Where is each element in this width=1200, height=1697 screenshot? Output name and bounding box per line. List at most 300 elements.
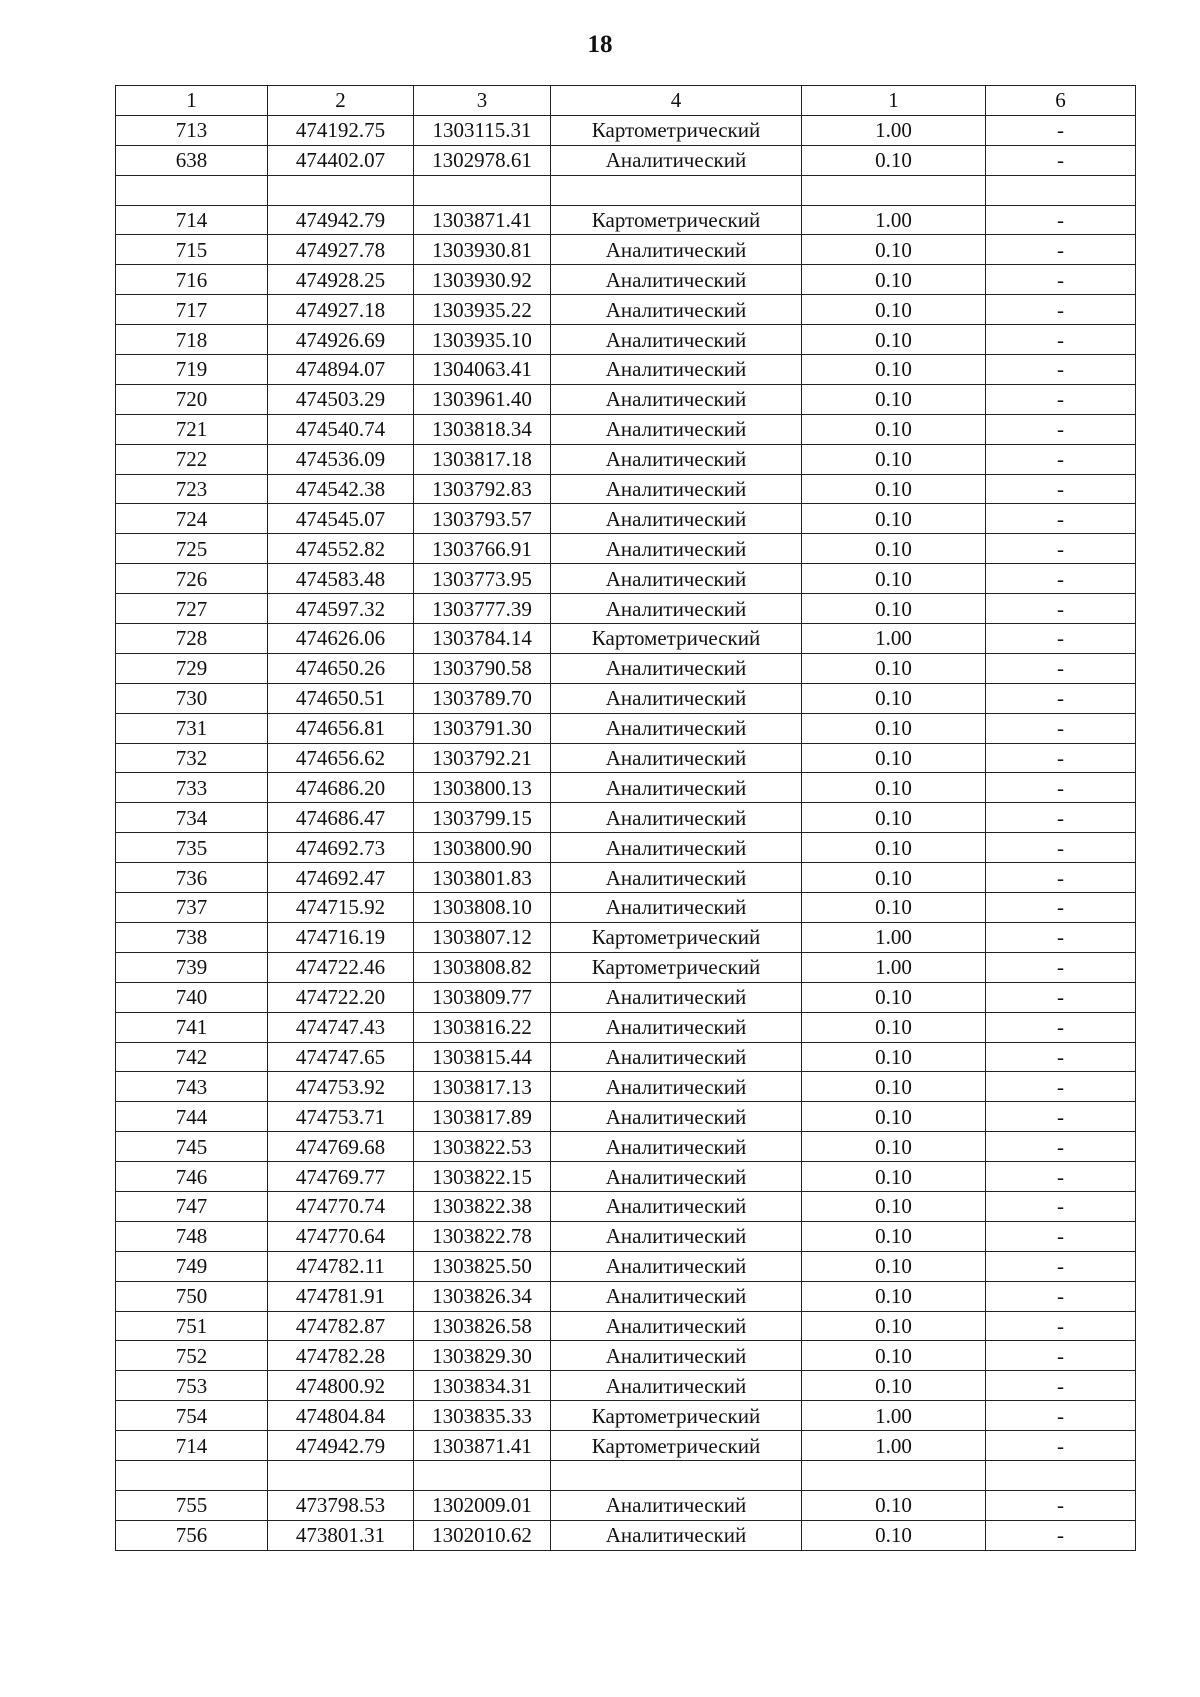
table-row bbox=[116, 205, 1136, 235]
cell-method: Аналитический bbox=[551, 355, 802, 385]
table-row bbox=[116, 1311, 1136, 1341]
cell-coord-x: 474747.65 bbox=[268, 1042, 414, 1072]
cell-note: - bbox=[986, 863, 1136, 893]
table-row bbox=[116, 235, 1136, 265]
cell-coord-x: 474545.07 bbox=[268, 504, 414, 534]
cell-note: - bbox=[986, 265, 1136, 295]
table-header-row bbox=[116, 86, 1136, 116]
cell-note: - bbox=[986, 1520, 1136, 1550]
cell-method: Аналитический bbox=[551, 564, 802, 594]
cell-point-number bbox=[116, 175, 268, 205]
cell-note: - bbox=[986, 355, 1136, 385]
cell-point-number bbox=[116, 1460, 268, 1490]
table-row bbox=[116, 384, 1136, 414]
cell-coord-x: 474626.06 bbox=[268, 624, 414, 654]
cell-coord-y: 1303834.31 bbox=[414, 1371, 551, 1401]
cell-method: Аналитический bbox=[551, 235, 802, 265]
cell-method: Аналитический bbox=[551, 683, 802, 713]
cell-note: - bbox=[986, 803, 1136, 833]
cell-point-number: 721 bbox=[116, 414, 268, 444]
cell-coord-y: 1303784.14 bbox=[414, 624, 551, 654]
table-row bbox=[116, 1102, 1136, 1132]
cell-coord-x: 474722.46 bbox=[268, 952, 414, 982]
cell-note: - bbox=[986, 414, 1136, 444]
cell-note: - bbox=[986, 773, 1136, 803]
cell-accuracy: 1.00 bbox=[802, 205, 986, 235]
table-row bbox=[116, 1162, 1136, 1192]
cell-coord-x: 474894.07 bbox=[268, 355, 414, 385]
cell-point-number: 736 bbox=[116, 863, 268, 893]
cell-method: Аналитический bbox=[551, 145, 802, 175]
cell-coord-x: 474402.07 bbox=[268, 145, 414, 175]
cell-method: Аналитический bbox=[551, 384, 802, 414]
cell-accuracy: 0.10 bbox=[802, 295, 986, 325]
cell-coord-x: 474770.74 bbox=[268, 1191, 414, 1221]
cell-method: Аналитический bbox=[551, 982, 802, 1012]
cell-method: Аналитический bbox=[551, 803, 802, 833]
cell-coord-y: 1303777.39 bbox=[414, 594, 551, 624]
cell-point-number: 724 bbox=[116, 504, 268, 534]
column-header: 2 bbox=[268, 86, 414, 116]
cell-note: - bbox=[986, 235, 1136, 265]
cell-coord-y: 1302010.62 bbox=[414, 1520, 551, 1550]
cell-point-number: 638 bbox=[116, 145, 268, 175]
table-row bbox=[116, 1221, 1136, 1251]
cell-coord-x: 474781.91 bbox=[268, 1281, 414, 1311]
cell-accuracy: 1.00 bbox=[802, 1431, 986, 1461]
cell-coord-x: 474753.92 bbox=[268, 1072, 414, 1102]
cell-point-number: 718 bbox=[116, 325, 268, 355]
cell-accuracy: 0.10 bbox=[802, 414, 986, 444]
cell-coord-x: 474782.87 bbox=[268, 1311, 414, 1341]
cell-point-number: 751 bbox=[116, 1311, 268, 1341]
table-row bbox=[116, 863, 1136, 893]
cell-point-number: 756 bbox=[116, 1520, 268, 1550]
cell-note: - bbox=[986, 952, 1136, 982]
table-row bbox=[116, 145, 1136, 175]
cell-coord-y: 1303822.38 bbox=[414, 1191, 551, 1221]
cell-point-number: 748 bbox=[116, 1221, 268, 1251]
cell-coord-x: 474747.43 bbox=[268, 1012, 414, 1042]
cell-point-number: 729 bbox=[116, 653, 268, 683]
page-number: 18 bbox=[587, 31, 613, 58]
cell-note: - bbox=[986, 1102, 1136, 1132]
cell-coord-x: 474686.20 bbox=[268, 773, 414, 803]
cell-coord-y: 1303822.78 bbox=[414, 1221, 551, 1251]
table-row bbox=[116, 1072, 1136, 1102]
cell-method: Аналитический bbox=[551, 414, 802, 444]
cell-coord-x: 474192.75 bbox=[268, 115, 414, 145]
cell-note: - bbox=[986, 922, 1136, 952]
cell-method: Аналитический bbox=[551, 833, 802, 863]
cell-accuracy: 0.10 bbox=[802, 1191, 986, 1221]
table-body bbox=[116, 86, 1136, 1551]
table-row bbox=[116, 1490, 1136, 1520]
cell-note: - bbox=[986, 325, 1136, 355]
cell-coord-y: 1303800.13 bbox=[414, 773, 551, 803]
cell-point-number: 727 bbox=[116, 594, 268, 624]
cell-coord-x: 474650.26 bbox=[268, 653, 414, 683]
cell-method: Аналитический bbox=[551, 474, 802, 504]
cell-point-number: 739 bbox=[116, 952, 268, 982]
cell-coord-x: 474686.47 bbox=[268, 803, 414, 833]
cell-note: - bbox=[986, 1371, 1136, 1401]
cell-accuracy: 0.10 bbox=[802, 683, 986, 713]
cell-method: Картометрический bbox=[551, 952, 802, 982]
cell-coord-x: 474692.47 bbox=[268, 863, 414, 893]
cell-note: - bbox=[986, 683, 1136, 713]
cell-coord-y: 1303793.57 bbox=[414, 504, 551, 534]
cell-accuracy: 0.10 bbox=[802, 355, 986, 385]
cell-method: Аналитический bbox=[551, 1132, 802, 1162]
cell-coord-x: 474552.82 bbox=[268, 534, 414, 564]
cell-coord-y: 1303809.77 bbox=[414, 982, 551, 1012]
cell-coord-x: 474928.25 bbox=[268, 265, 414, 295]
cell-coord-x: 474769.77 bbox=[268, 1162, 414, 1192]
cell-method: Картометрический bbox=[551, 115, 802, 145]
cell-coord-x: 474769.68 bbox=[268, 1132, 414, 1162]
cell-coord-y: 1303871.41 bbox=[414, 1431, 551, 1461]
cell-method: Аналитический bbox=[551, 743, 802, 773]
cell-accuracy: 0.10 bbox=[802, 444, 986, 474]
cell-coord-x: 474927.78 bbox=[268, 235, 414, 265]
cell-note: - bbox=[986, 713, 1136, 743]
cell-point-number: 716 bbox=[116, 265, 268, 295]
cell-method: Аналитический bbox=[551, 863, 802, 893]
cell-method: Аналитический bbox=[551, 1012, 802, 1042]
cell-coord-y: 1302978.61 bbox=[414, 145, 551, 175]
cell-accuracy: 0.10 bbox=[802, 325, 986, 355]
table-row bbox=[116, 1132, 1136, 1162]
table-row bbox=[116, 1431, 1136, 1461]
cell-accuracy: 0.10 bbox=[802, 235, 986, 265]
table-row bbox=[116, 355, 1136, 385]
cell-coord-x: 474722.20 bbox=[268, 982, 414, 1012]
cell-point-number: 746 bbox=[116, 1162, 268, 1192]
cell-point-number: 732 bbox=[116, 743, 268, 773]
cell-method: Аналитический bbox=[551, 325, 802, 355]
cell-point-number: 755 bbox=[116, 1490, 268, 1520]
cell-point-number: 715 bbox=[116, 235, 268, 265]
cell-coord-y bbox=[414, 175, 551, 205]
column-header: 4 bbox=[551, 86, 802, 116]
table-row bbox=[116, 982, 1136, 1012]
cell-point-number: 745 bbox=[116, 1132, 268, 1162]
cell-note: - bbox=[986, 1072, 1136, 1102]
cell-coord-x: 474656.81 bbox=[268, 713, 414, 743]
cell-method: Аналитический bbox=[551, 893, 802, 923]
cell-note bbox=[986, 175, 1136, 205]
table-row bbox=[116, 594, 1136, 624]
cell-coord-y: 1303800.90 bbox=[414, 833, 551, 863]
cell-accuracy: 0.10 bbox=[802, 1102, 986, 1132]
cell-coord-y: 1303935.10 bbox=[414, 325, 551, 355]
cell-point-number: 738 bbox=[116, 922, 268, 952]
cell-coord-x: 474716.19 bbox=[268, 922, 414, 952]
cell-accuracy: 0.10 bbox=[802, 1371, 986, 1401]
cell-note: - bbox=[986, 205, 1136, 235]
cell-point-number: 730 bbox=[116, 683, 268, 713]
cell-note: - bbox=[986, 1490, 1136, 1520]
cell-coord-x: 474804.84 bbox=[268, 1401, 414, 1431]
table-row bbox=[116, 1042, 1136, 1072]
cell-coord-y: 1303822.53 bbox=[414, 1132, 551, 1162]
cell-method: Аналитический bbox=[551, 295, 802, 325]
cell-method: Аналитический bbox=[551, 1520, 802, 1550]
cell-point-number: 717 bbox=[116, 295, 268, 325]
cell-accuracy: 0.10 bbox=[802, 265, 986, 295]
table-row bbox=[116, 803, 1136, 833]
cell-accuracy: 0.10 bbox=[802, 982, 986, 1012]
cell-point-number: 734 bbox=[116, 803, 268, 833]
table-row bbox=[116, 922, 1136, 952]
table-row bbox=[116, 743, 1136, 773]
table-row bbox=[116, 265, 1136, 295]
cell-method: Аналитический bbox=[551, 1102, 802, 1132]
cell-point-number: 752 bbox=[116, 1341, 268, 1371]
cell-coord-x: 473798.53 bbox=[268, 1490, 414, 1520]
cell-accuracy: 0.10 bbox=[802, 474, 986, 504]
cell-method: Картометрический bbox=[551, 922, 802, 952]
cell-point-number: 735 bbox=[116, 833, 268, 863]
cell-coord-y: 1303789.70 bbox=[414, 683, 551, 713]
cell-note: - bbox=[986, 594, 1136, 624]
cell-note: - bbox=[986, 1132, 1136, 1162]
cell-method: Аналитический bbox=[551, 1191, 802, 1221]
cell-note: - bbox=[986, 1251, 1136, 1281]
column-header: 3 bbox=[414, 86, 551, 116]
cell-note: - bbox=[986, 1401, 1136, 1431]
cell-coord-y: 1303791.30 bbox=[414, 713, 551, 743]
cell-note: - bbox=[986, 295, 1136, 325]
table-row bbox=[116, 504, 1136, 534]
cell-accuracy: 0.10 bbox=[802, 1311, 986, 1341]
cell-method: Аналитический bbox=[551, 1341, 802, 1371]
cell-coord-x: 474583.48 bbox=[268, 564, 414, 594]
cell-coord-y: 1302009.01 bbox=[414, 1490, 551, 1520]
cell-coord-x: 474927.18 bbox=[268, 295, 414, 325]
cell-point-number: 749 bbox=[116, 1251, 268, 1281]
cell-accuracy: 0.10 bbox=[802, 653, 986, 683]
cell-note: - bbox=[986, 474, 1136, 504]
cell-accuracy bbox=[802, 1460, 986, 1490]
cell-accuracy: 0.10 bbox=[802, 743, 986, 773]
cell-method: Картометрический bbox=[551, 1431, 802, 1461]
cell-note: - bbox=[986, 384, 1136, 414]
cell-coord-y: 1303815.44 bbox=[414, 1042, 551, 1072]
cell-method bbox=[551, 175, 802, 205]
cell-accuracy: 0.10 bbox=[802, 145, 986, 175]
cell-accuracy: 0.10 bbox=[802, 1281, 986, 1311]
cell-coord-y bbox=[414, 1460, 551, 1490]
cell-note: - bbox=[986, 564, 1136, 594]
cell-coord-x: 474597.32 bbox=[268, 594, 414, 624]
cell-coord-y: 1303817.13 bbox=[414, 1072, 551, 1102]
cell-method bbox=[551, 1460, 802, 1490]
cell-method: Аналитический bbox=[551, 1490, 802, 1520]
cell-coord-y: 1303826.58 bbox=[414, 1311, 551, 1341]
cell-accuracy: 0.10 bbox=[802, 1341, 986, 1371]
table-row bbox=[116, 414, 1136, 444]
cell-point-number: 728 bbox=[116, 624, 268, 654]
cell-point-number: 719 bbox=[116, 355, 268, 385]
cell-method: Аналитический bbox=[551, 265, 802, 295]
cell-accuracy bbox=[802, 175, 986, 205]
column-header: 6 bbox=[986, 86, 1136, 116]
cell-method: Аналитический bbox=[551, 1371, 802, 1401]
cell-coord-x: 474503.29 bbox=[268, 384, 414, 414]
table-row bbox=[116, 1281, 1136, 1311]
cell-coord-y: 1303829.30 bbox=[414, 1341, 551, 1371]
cell-coord-y: 1303930.92 bbox=[414, 265, 551, 295]
table-row bbox=[116, 1251, 1136, 1281]
cell-point-number: 742 bbox=[116, 1042, 268, 1072]
column-header: 1 bbox=[116, 86, 268, 116]
cell-coord-x: 474942.79 bbox=[268, 1431, 414, 1461]
cell-coord-y: 1303792.21 bbox=[414, 743, 551, 773]
cell-note: - bbox=[986, 534, 1136, 564]
cell-note: - bbox=[986, 1341, 1136, 1371]
cell-coord-y: 1303822.15 bbox=[414, 1162, 551, 1192]
cell-point-number: 722 bbox=[116, 444, 268, 474]
cell-coord-x: 474540.74 bbox=[268, 414, 414, 444]
cell-accuracy: 0.10 bbox=[802, 384, 986, 414]
cell-point-number: 720 bbox=[116, 384, 268, 414]
cell-accuracy: 0.10 bbox=[802, 1042, 986, 1072]
cell-coord-y: 1303773.95 bbox=[414, 564, 551, 594]
cell-accuracy: 0.10 bbox=[802, 773, 986, 803]
cell-method: Аналитический bbox=[551, 1251, 802, 1281]
cell-accuracy: 0.10 bbox=[802, 803, 986, 833]
cell-coord-y: 1303790.58 bbox=[414, 653, 551, 683]
table-row bbox=[116, 474, 1136, 504]
cell-point-number: 733 bbox=[116, 773, 268, 803]
table-row-separator bbox=[116, 1460, 1136, 1490]
cell-method: Картометрический bbox=[551, 205, 802, 235]
cell-accuracy: 0.10 bbox=[802, 594, 986, 624]
cell-coord-y: 1303115.31 bbox=[414, 115, 551, 145]
cell-coord-y: 1303792.83 bbox=[414, 474, 551, 504]
cell-note: - bbox=[986, 893, 1136, 923]
cell-coord-y: 1303808.10 bbox=[414, 893, 551, 923]
cell-coord-x: 474782.11 bbox=[268, 1251, 414, 1281]
cell-point-number: 740 bbox=[116, 982, 268, 1012]
cell-accuracy: 0.10 bbox=[802, 1162, 986, 1192]
cell-point-number: 754 bbox=[116, 1401, 268, 1431]
cell-coord-y: 1303817.18 bbox=[414, 444, 551, 474]
cell-coord-x: 474782.28 bbox=[268, 1341, 414, 1371]
cell-point-number: 741 bbox=[116, 1012, 268, 1042]
cell-accuracy: 0.10 bbox=[802, 1520, 986, 1550]
cell-point-number: 753 bbox=[116, 1371, 268, 1401]
cell-accuracy: 0.10 bbox=[802, 893, 986, 923]
cell-method: Аналитический bbox=[551, 773, 802, 803]
cell-method: Аналитический bbox=[551, 534, 802, 564]
cell-method: Аналитический bbox=[551, 653, 802, 683]
table-row bbox=[116, 534, 1136, 564]
cell-note: - bbox=[986, 1191, 1136, 1221]
table-row bbox=[116, 1371, 1136, 1401]
cell-note: - bbox=[986, 624, 1136, 654]
cell-accuracy: 1.00 bbox=[802, 115, 986, 145]
cell-note: - bbox=[986, 653, 1136, 683]
cell-accuracy: 1.00 bbox=[802, 922, 986, 952]
table-row bbox=[116, 444, 1136, 474]
table-row bbox=[116, 1520, 1136, 1550]
cell-coord-x bbox=[268, 1460, 414, 1490]
table-row bbox=[116, 325, 1136, 355]
table-row bbox=[116, 564, 1136, 594]
cell-coord-y: 1303935.22 bbox=[414, 295, 551, 325]
cell-note: - bbox=[986, 504, 1136, 534]
cell-point-number: 747 bbox=[116, 1191, 268, 1221]
cell-method: Аналитический bbox=[551, 1311, 802, 1341]
cell-coord-y: 1303799.15 bbox=[414, 803, 551, 833]
cell-method: Аналитический bbox=[551, 1281, 802, 1311]
cell-accuracy: 0.10 bbox=[802, 534, 986, 564]
cell-accuracy: 0.10 bbox=[802, 1072, 986, 1102]
cell-accuracy: 0.10 bbox=[802, 833, 986, 863]
table-row bbox=[116, 653, 1136, 683]
cell-point-number: 737 bbox=[116, 893, 268, 923]
cell-method: Аналитический bbox=[551, 444, 802, 474]
cell-coord-x: 474650.51 bbox=[268, 683, 414, 713]
cell-note: - bbox=[986, 1042, 1136, 1072]
cell-coord-x: 474536.09 bbox=[268, 444, 414, 474]
cell-coord-x: 474926.69 bbox=[268, 325, 414, 355]
cell-accuracy: 1.00 bbox=[802, 952, 986, 982]
cell-note: - bbox=[986, 1012, 1136, 1042]
cell-coord-x: 474715.92 bbox=[268, 893, 414, 923]
cell-note: - bbox=[986, 1311, 1136, 1341]
cell-note: - bbox=[986, 1431, 1136, 1461]
cell-note: - bbox=[986, 982, 1136, 1012]
table-row bbox=[116, 683, 1136, 713]
cell-accuracy: 0.10 bbox=[802, 863, 986, 893]
cell-coord-x: 474942.79 bbox=[268, 205, 414, 235]
cell-method: Картометрический bbox=[551, 1401, 802, 1431]
cell-note: - bbox=[986, 1221, 1136, 1251]
cell-coord-y: 1304063.41 bbox=[414, 355, 551, 385]
table-row bbox=[116, 1191, 1136, 1221]
cell-point-number: 726 bbox=[116, 564, 268, 594]
table-row bbox=[116, 115, 1136, 145]
cell-coord-y: 1303808.82 bbox=[414, 952, 551, 982]
table-row bbox=[116, 1012, 1136, 1042]
cell-point-number: 713 bbox=[116, 115, 268, 145]
cell-accuracy: 1.00 bbox=[802, 1401, 986, 1431]
cell-coord-y: 1303871.41 bbox=[414, 205, 551, 235]
cell-accuracy: 0.10 bbox=[802, 504, 986, 534]
cell-note: - bbox=[986, 1281, 1136, 1311]
cell-coord-y: 1303766.91 bbox=[414, 534, 551, 564]
cell-method: Аналитический bbox=[551, 1072, 802, 1102]
cell-coord-y: 1303817.89 bbox=[414, 1102, 551, 1132]
cell-note: - bbox=[986, 833, 1136, 863]
cell-note: - bbox=[986, 145, 1136, 175]
cell-method: Аналитический bbox=[551, 1042, 802, 1072]
cell-accuracy: 0.10 bbox=[802, 713, 986, 743]
cell-coord-y: 1303816.22 bbox=[414, 1012, 551, 1042]
cell-method: Аналитический bbox=[551, 594, 802, 624]
column-header: 1 bbox=[802, 86, 986, 116]
cell-accuracy: 1.00 bbox=[802, 624, 986, 654]
cell-coord-y: 1303825.50 bbox=[414, 1251, 551, 1281]
cell-method: Аналитический bbox=[551, 1221, 802, 1251]
cell-note: - bbox=[986, 743, 1136, 773]
cell-coord-y: 1303801.83 bbox=[414, 863, 551, 893]
table-row bbox=[116, 773, 1136, 803]
